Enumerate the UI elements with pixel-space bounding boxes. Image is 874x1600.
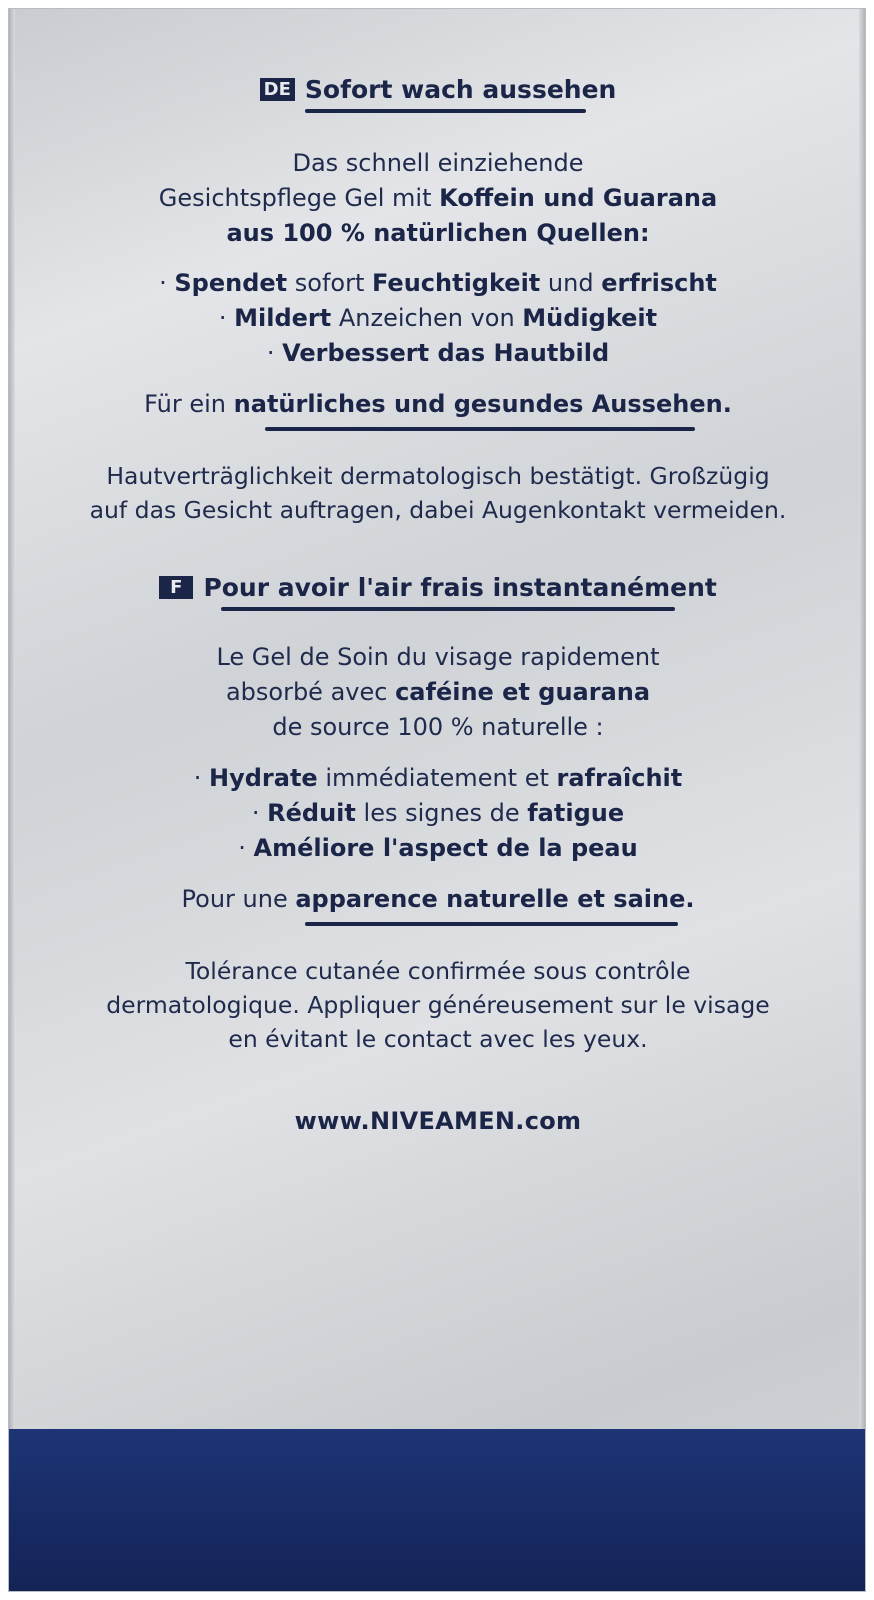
de-note-line-1: Hautverträglichkeit dermatologisch bestätigt. Großzügig: [106, 462, 770, 490]
fr-benefit-1-bold-c: rafraîchit: [556, 764, 683, 792]
fr-benefit-1: [9, 761, 866, 796]
de-benefit-1-text-b: sofort: [287, 269, 372, 297]
de-closing: [9, 387, 866, 422]
de-benefit-2-bold-a: Mildert: [234, 304, 332, 332]
bullet-dot: ·: [238, 834, 246, 862]
de-intro-text: Gesichtspflege Gel mit: [158, 184, 440, 212]
de-benefit-2-bold-c: Müdigkeit: [522, 304, 658, 332]
fr-benefit-3-bold: Améliore l'aspect de la peau: [253, 834, 638, 862]
fr-closing-text: Pour une: [181, 885, 296, 913]
de-benefit-2-text-b: Anzeichen von: [331, 304, 523, 332]
de-title: Sofort wach aussehen: [304, 75, 617, 104]
de-intro-line-1: Das schnell einziehende: [292, 149, 584, 177]
fr-benefit-1-bold-a: Hydrate: [209, 764, 318, 792]
de-intro-bold: Koffein und Guarana: [439, 184, 718, 212]
de-title-underline: [305, 109, 586, 113]
fr-benefit-1-text-b: immédiatement et: [317, 764, 557, 792]
de-benefit-1-bold-a: Spendet: [174, 269, 288, 297]
fr-intro-line-1: Le Gel de Soin du visage rapidement: [216, 643, 660, 671]
de-benefit-3: [9, 336, 866, 371]
fr-intro-bold: caféine et guarana: [395, 678, 651, 706]
fr-title-underline: [221, 607, 675, 611]
fr-benefits-list: [9, 761, 866, 866]
bullet-dot: ·: [266, 339, 275, 367]
fr-intro-line-2: [9, 675, 866, 710]
de-note-line-2: auf das Gesicht auftragen, dabei Augenkontakt vermeiden.: [89, 496, 787, 524]
fr-intro-line-3: de source 100 % naturelle :: [272, 713, 604, 741]
de-usage-note: [9, 459, 866, 527]
de-benefit-1-bold-e: erfrischt: [601, 269, 717, 297]
fr-usage-note: [9, 954, 866, 1056]
package-back-panel: [8, 8, 866, 1592]
bullet-dot: ·: [193, 764, 202, 792]
fr-heading: [159, 573, 717, 602]
de-closing-bold: natürliches und gesundes Aussehen.: [233, 390, 732, 418]
de-benefit-1: [9, 266, 866, 301]
de-heading-row: [9, 75, 866, 104]
de-closing-underline: [265, 427, 695, 431]
fr-benefit-2-bold-c: fatigue: [527, 799, 625, 827]
de-intro-bold-source: aus 100 % natürlichen Quellen:: [226, 219, 650, 247]
fr-intro-text: absorbé avec: [225, 678, 396, 706]
fr-intro: [9, 640, 866, 745]
bullet-dot: ·: [159, 269, 167, 297]
navy-bottom-band: [9, 1429, 865, 1591]
de-intro-line-2: [9, 181, 866, 216]
bullet-dot: ·: [251, 799, 260, 827]
de-heading: [260, 75, 617, 104]
fr-benefit-2: [9, 796, 866, 831]
fr-benefit-2-bold-a: Réduit: [267, 799, 356, 827]
fr-note-line-2: dermatologique. Appliquer généreusement sur le visage: [106, 991, 770, 1019]
fr-closing-underline: [305, 922, 678, 926]
fr-note-line-3: en évitant le contact avec les yeux.: [228, 1025, 648, 1053]
de-benefit-2: [9, 301, 866, 336]
fr-benefit-3: [9, 831, 866, 866]
de-benefits-list: [9, 266, 866, 371]
fr-note-line-1: Tolérance cutanée confirmée sous contrôle: [185, 957, 691, 985]
fr-language-tag: F: [159, 576, 193, 599]
de-language-tag: DE: [260, 78, 295, 101]
fr-closing-bold: apparence naturelle et saine.: [295, 885, 695, 913]
fr-benefit-2-text-b: les signes de: [355, 799, 528, 827]
fr-heading-row: [9, 573, 866, 602]
website-link[interactable]: www.NIVEAMEN.com: [294, 1107, 582, 1135]
de-benefit-3-bold: Verbessert das Hautbild: [282, 339, 610, 367]
de-closing-text: Für ein: [144, 390, 234, 418]
fr-title: Pour avoir l'air frais instantanément: [203, 573, 717, 602]
de-benefit-1-bold-c: Feuchtigkeit: [372, 269, 541, 297]
bullet-dot: ·: [218, 304, 227, 332]
de-benefit-1-text-d: und: [540, 269, 602, 297]
de-intro: [9, 146, 866, 251]
de-intro-line-3: [9, 216, 866, 251]
fr-closing: [9, 882, 866, 917]
